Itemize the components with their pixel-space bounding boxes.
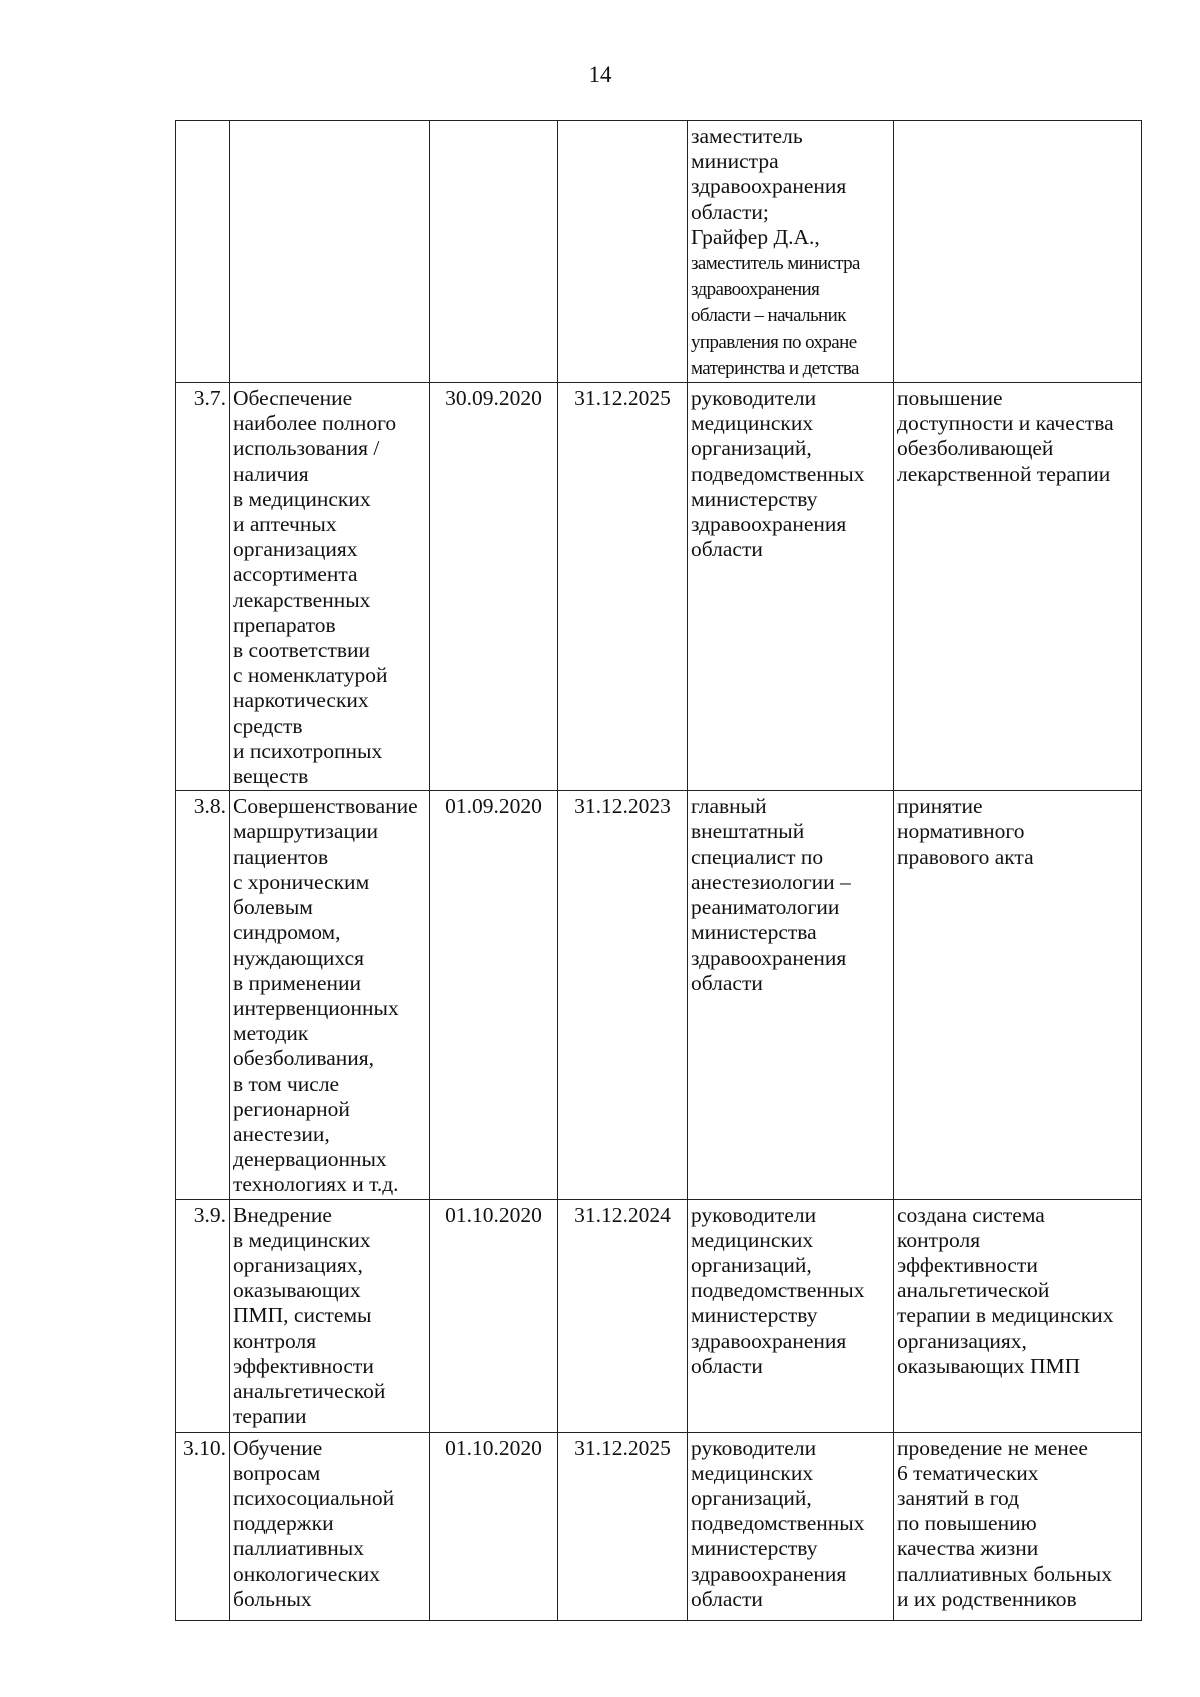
- page-number: 14: [588, 62, 612, 87]
- start-date-cell: 30.09.2020: [430, 383, 558, 791]
- row-number-cell: 3.8.: [176, 791, 230, 1199]
- activities-table: [175, 120, 1142, 1621]
- activity-cell: Обеспечение наиболее полного использования / наличия в медицинских и аптечных организациях ассортимента лекарственных препаратов в соответствии с номенклатурой наркотических средств и психотропных веществ: [230, 383, 430, 791]
- activity-cell: Внедрение в медицинских организациях, оказывающих ПМП, системы контроля эффективности анальгетической терапии: [230, 1199, 430, 1432]
- row-number-cell: [176, 121, 230, 383]
- result-cell: проведение не менее 6 тематических занятий в год по повышению качества жизни паллиативных больных и их родственников: [894, 1432, 1142, 1620]
- start-date-cell: [430, 121, 558, 383]
- responsible-cell: главный внештатный специалист по анестезиологии – реаниматологии министерства здравоохранения области: [688, 791, 894, 1199]
- activity-cell: Совершенствование маршрутизации пациентов с хроническим болевым синдромом, нуждающихся в применении интервенционных методик обезболивания, в том числе регионарной анестезии, денервационных технологиях и т.д.: [230, 791, 430, 1199]
- row-number-cell: 3.7.: [176, 383, 230, 791]
- table-row: [176, 1432, 1142, 1620]
- row-number-cell: 3.9.: [176, 1199, 230, 1432]
- activity-cell: [230, 121, 430, 383]
- responsible-text-condensed: заместитель министра здравоохранения области – начальник управления по охране материнства и детства: [691, 253, 860, 379]
- table-row: [176, 1199, 1142, 1432]
- activity-cell: Обучение вопросам психосоциальной поддержки паллиативных онкологических больных: [230, 1432, 430, 1620]
- responsible-cell: руководители медицинских организаций, подведомственных министерству здравоохранения области: [688, 383, 894, 791]
- result-cell: принятие нормативного правового акта: [894, 791, 1142, 1199]
- result-cell: создана система контроля эффективности анальгетической терапии в медицинских организациях, оказывающих ПМП: [894, 1199, 1142, 1432]
- result-cell: повышение доступности и качества обезболивающей лекарственной терапии: [894, 383, 1142, 791]
- responsible-cell: руководители медицинских организаций, подведомственных министерству здравоохранения области: [688, 1432, 894, 1620]
- responsible-text: заместитель министра здравоохранения области; Грайфер Д.А.,: [691, 124, 847, 249]
- start-date-cell: 01.10.2020: [430, 1432, 558, 1620]
- table-row-continuation: [176, 121, 1142, 383]
- end-date-cell: 31.12.2025: [558, 1432, 688, 1620]
- end-date-cell: 31.12.2024: [558, 1199, 688, 1432]
- end-date-cell: [558, 121, 688, 383]
- result-cell: [894, 121, 1142, 383]
- table-row: [176, 383, 1142, 791]
- responsible-cell: руководители медицинских организаций, подведомственных министерству здравоохранения области: [688, 1199, 894, 1432]
- row-number-cell: 3.10.: [176, 1432, 230, 1620]
- end-date-cell: 31.12.2023: [558, 791, 688, 1199]
- responsible-cell: [688, 121, 894, 383]
- start-date-cell: 01.09.2020: [430, 791, 558, 1199]
- end-date-cell: 31.12.2025: [558, 383, 688, 791]
- start-date-cell: 01.10.2020: [430, 1199, 558, 1432]
- table-row: [176, 791, 1142, 1199]
